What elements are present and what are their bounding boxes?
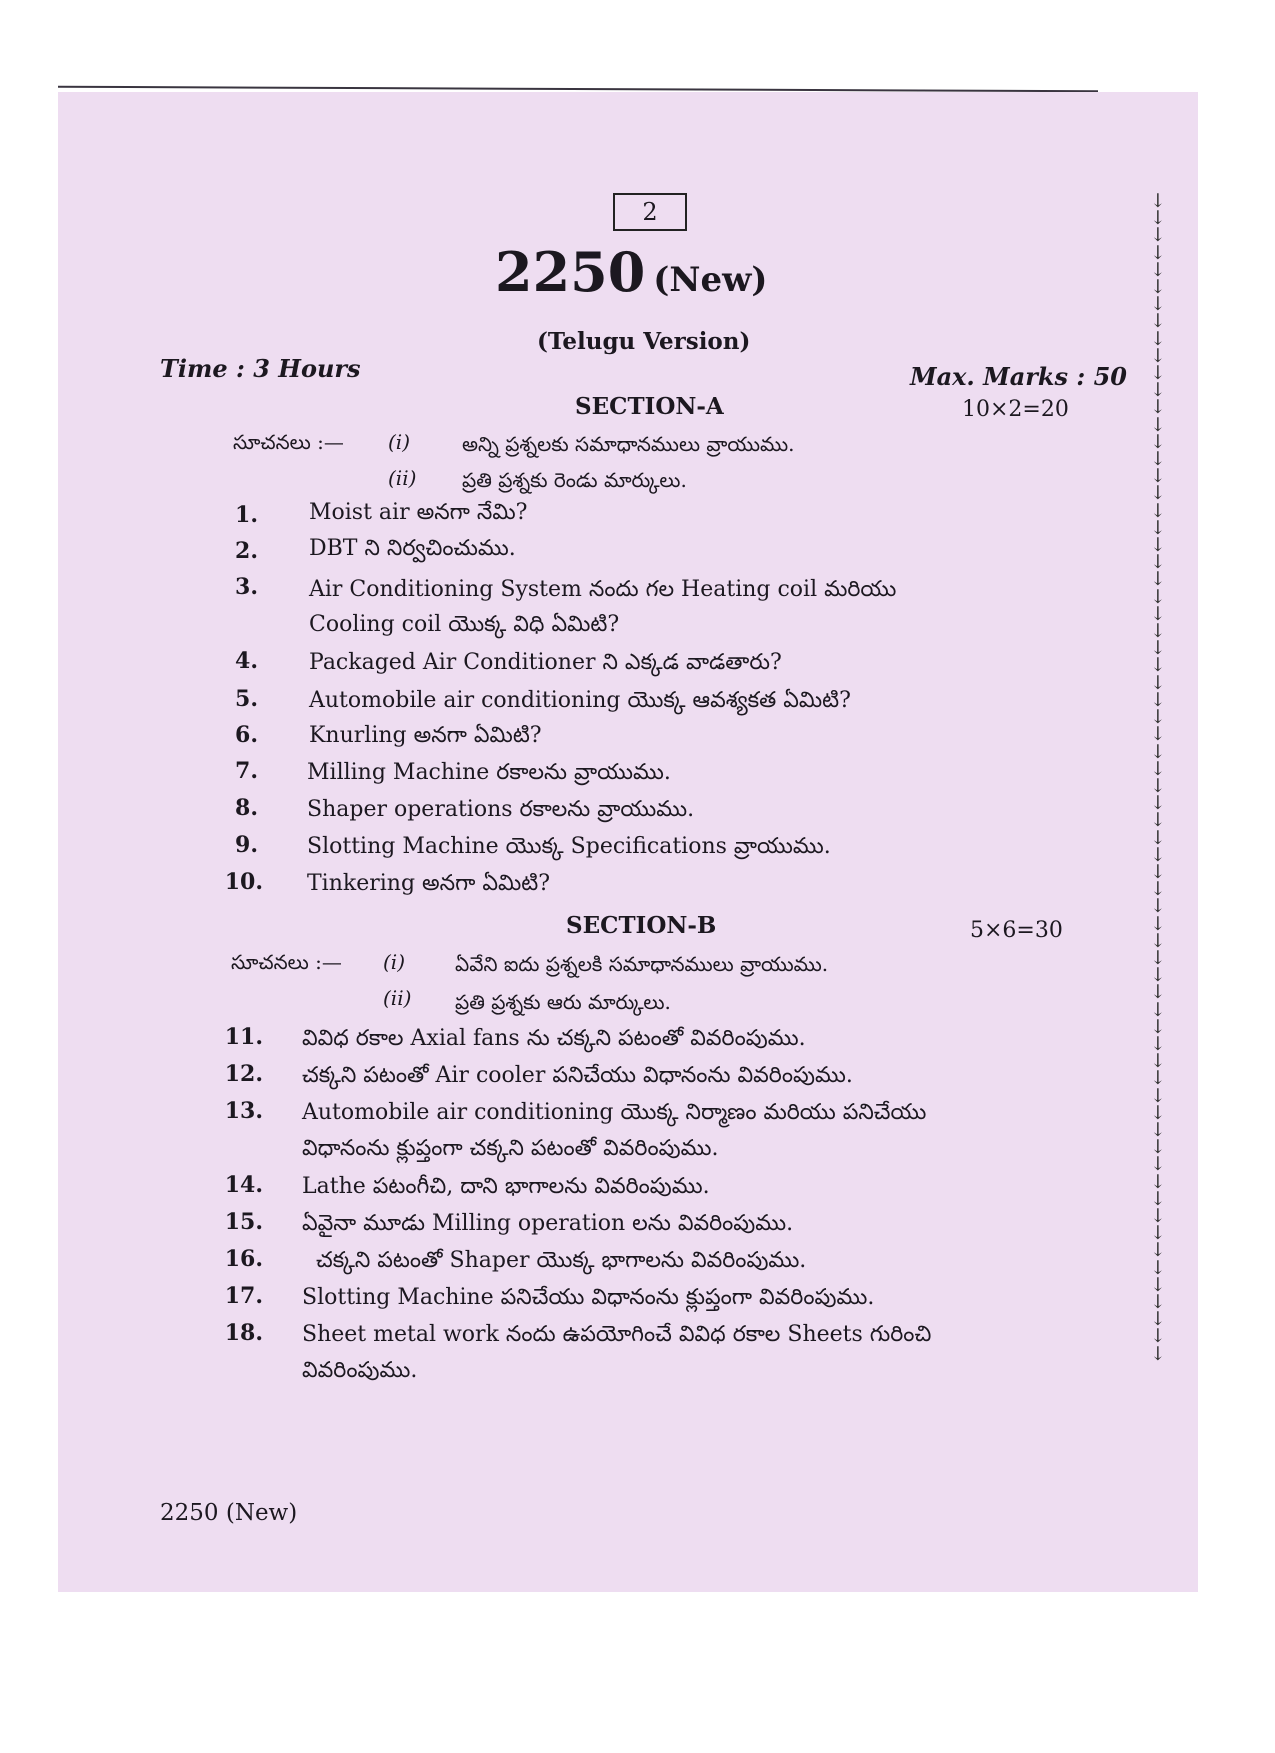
section-b-instruction: ప్రతి ప్రశ్నకు ఆరు మార్కులు. bbox=[455, 990, 671, 1014]
margin-arrow-glyph: ↓ bbox=[1150, 981, 1166, 1004]
margin-arrow-glyph: ↓ bbox=[1150, 792, 1166, 815]
margin-arrow-glyph: ↓ bbox=[1150, 344, 1166, 367]
question-text: Packaged Air Conditioner ని ఎక్కడ వాడతారు? bbox=[309, 650, 782, 675]
section-b-instruction: ఏవేని ఐదు ప్రశ్నలకి సమాధానములు వ్రాయుము. bbox=[455, 952, 829, 976]
page-number-box: 2 bbox=[613, 193, 687, 231]
margin-arrow-glyph: ↓ bbox=[1150, 843, 1166, 866]
question-text-continuation: వివరింపుము. bbox=[302, 1358, 418, 1383]
question-number: 13. bbox=[224, 1098, 263, 1124]
margin-arrow-glyph: ↓ bbox=[1150, 1222, 1166, 1245]
margin-arrow-glyph: ↓ bbox=[1150, 534, 1166, 557]
question-text: వివిధ రకాల Axial fans ను చక్కని పటంతో వివరింపుము. bbox=[302, 1026, 806, 1051]
margin-arrow-glyph: ↓ bbox=[1150, 998, 1166, 1021]
margin-arrow-glyph: ↓ bbox=[1150, 327, 1166, 350]
question-number: 14. bbox=[224, 1172, 263, 1198]
margin-arrow-glyph: ↓ bbox=[1150, 637, 1166, 660]
margin-arrow-glyph: ↓ bbox=[1150, 396, 1166, 419]
margin-arrow-glyph: ↓ bbox=[1150, 1256, 1166, 1279]
question-number: 10. bbox=[224, 869, 263, 895]
margin-arrow-glyph: ↓ bbox=[1150, 1239, 1166, 1262]
question-text: Tinkering అనగా ఏమిటి? bbox=[307, 871, 551, 896]
margin-arrow-glyph: ↓ bbox=[1150, 1273, 1166, 1296]
margin-arrow-glyph: ↓ bbox=[1150, 1187, 1166, 1210]
margin-arrow-glyph: ↓ bbox=[1150, 723, 1166, 746]
margin-arrow-glyph: ↓ bbox=[1150, 1015, 1166, 1038]
paper-code-number: 2250 bbox=[495, 240, 646, 304]
margin-arrow-glyph: ↓ bbox=[1150, 362, 1166, 385]
question-text: Automobile air conditioning యొక్క ఆవశ్యకత ఏమిటి? bbox=[309, 688, 851, 713]
question-number: 7. bbox=[235, 758, 258, 784]
footer-paper-code: 2250 (New) bbox=[160, 1500, 298, 1526]
question-number: 9. bbox=[235, 832, 258, 858]
margin-arrow-glyph: ↓ bbox=[1150, 1050, 1166, 1073]
section-b-instruction-num: (i) bbox=[383, 950, 406, 974]
question-number: 5. bbox=[235, 686, 258, 712]
question-text: Air Conditioning System నందు గల Heating coil మరియు bbox=[309, 577, 897, 602]
margin-arrow-glyph: ↓ bbox=[1150, 757, 1166, 780]
margin-arrow-glyph: ↓ bbox=[1150, 671, 1166, 694]
question-number: 15. bbox=[224, 1209, 263, 1235]
question-text: Moist air అనగా నేమి? bbox=[309, 500, 528, 525]
question-text: Sheet metal work నందు ఉపయోగించే వివిధ రకాల Sheets గురించి bbox=[302, 1322, 932, 1347]
margin-arrow-glyph: ↓ bbox=[1150, 310, 1166, 333]
margin-arrow-glyph: ↓ bbox=[1150, 654, 1166, 677]
question-text: ఏవైనా మూడు Milling operation లను వివరింపుము. bbox=[302, 1211, 794, 1236]
margin-arrow-glyph: ↓ bbox=[1150, 706, 1166, 729]
margin-arrow-glyph: ↓ bbox=[1150, 224, 1166, 247]
margin-arrow-glyph: ↓ bbox=[1150, 465, 1166, 488]
time-allowed: Time : 3 Hours bbox=[160, 354, 361, 383]
margin-arrow-glyph: ↓ bbox=[1150, 1084, 1166, 1107]
margin-arrow-glyph: ↓ bbox=[1150, 809, 1166, 832]
section-a-marks: 10×2=20 bbox=[962, 397, 1069, 422]
margin-arrow-glyph: ↓ bbox=[1150, 499, 1166, 522]
margin-arrow-glyph: ↓ bbox=[1150, 740, 1166, 763]
question-text: Automobile air conditioning యొక్క నిర్మాణం మరియు పనిచేయు bbox=[302, 1100, 927, 1125]
question-number: 2. bbox=[235, 538, 258, 564]
margin-arrow-glyph: ↓ bbox=[1150, 1308, 1166, 1331]
margin-arrow-glyph: ↓ bbox=[1150, 276, 1166, 299]
section-a-instruction-num: (i) bbox=[388, 430, 411, 454]
margin-arrow-glyph: ↓ bbox=[1150, 1136, 1166, 1159]
section-a-instruction-num: (ii) bbox=[388, 466, 417, 490]
question-number: 11. bbox=[224, 1024, 263, 1050]
question-number: 16. bbox=[224, 1246, 263, 1272]
paper-code-suffix: (New) bbox=[653, 260, 768, 300]
margin-arrow-glyph: ↓ bbox=[1150, 774, 1166, 797]
margin-arrow-glyph: ↓ bbox=[1150, 551, 1166, 574]
margin-arrow-glyph: ↓ bbox=[1150, 620, 1166, 643]
question-number: 4. bbox=[235, 648, 258, 674]
section-a-instruction: ప్రతి ప్రశ్నకు రెండు మార్కులు. bbox=[462, 468, 687, 492]
section-a-instructions-label: సూచనలు :— bbox=[233, 430, 344, 454]
question-text: Slotting Machine యొక్క Specifications వ్రాయుము. bbox=[307, 834, 831, 859]
margin-arrow-glyph: ↓ bbox=[1150, 929, 1166, 952]
question-text: Knurling అనగా ఏమిటి? bbox=[309, 723, 542, 748]
section-b-instruction-num: (ii) bbox=[383, 986, 412, 1010]
question-number: 17. bbox=[224, 1283, 263, 1309]
margin-arrow-glyph: ↓ bbox=[1150, 430, 1166, 453]
question-text: చక్కని పటంతో Shaper యొక్క భాగాలను వివరింపుము. bbox=[316, 1248, 807, 1273]
section-a-instruction: అన్ని ప్రశ్నలకు సమాధానములు వ్రాయుము. bbox=[462, 432, 795, 456]
question-number: 12. bbox=[224, 1061, 263, 1087]
section-b-title: SECTION-B bbox=[566, 912, 717, 939]
margin-arrow-column bbox=[1150, 190, 1170, 1365]
version-label: (Telugu Version) bbox=[537, 328, 751, 355]
max-marks: Max. Marks : 50 bbox=[910, 362, 1128, 391]
margin-arrow-glyph: ↓ bbox=[1150, 1032, 1166, 1055]
margin-arrow-glyph: ↓ bbox=[1150, 912, 1166, 935]
margin-arrow-glyph: ↓ bbox=[1150, 241, 1166, 264]
margin-arrow-glyph: ↓ bbox=[1150, 568, 1166, 591]
question-number: 8. bbox=[235, 795, 258, 821]
margin-arrow-glyph: ↓ bbox=[1150, 1204, 1166, 1227]
margin-arrow-glyph: ↓ bbox=[1150, 878, 1166, 901]
margin-arrow-glyph: ↓ bbox=[1150, 1291, 1166, 1313]
question-text: చక్కని పటంతో Air cooler పనిచేయు విధానంను వివరింపుము. bbox=[302, 1063, 853, 1088]
question-number: 6. bbox=[235, 722, 258, 748]
margin-arrow-glyph: ↓ bbox=[1150, 860, 1166, 883]
margin-arrow-glyph: ↓ bbox=[1150, 190, 1166, 212]
margin-arrow-glyph: ↓ bbox=[1150, 1101, 1166, 1124]
margin-arrow-glyph: ↓ bbox=[1150, 1067, 1166, 1090]
question-text: DBT ని నిర్వచించుము. bbox=[309, 536, 516, 561]
question-number: 3. bbox=[235, 574, 258, 600]
margin-arrow-glyph: ↓ bbox=[1150, 1118, 1166, 1141]
margin-arrow-glyph: ↓ bbox=[1150, 207, 1166, 230]
margin-arrow-glyph: ↓ bbox=[1150, 1153, 1166, 1176]
question-text-continuation: విధానంను క్లుప్తంగా చక్కని పటంతో వివరింపుము. bbox=[302, 1136, 719, 1161]
margin-arrow-glyph: ↓ bbox=[1150, 964, 1166, 987]
margin-arrow-glyph: ↓ bbox=[1150, 585, 1166, 608]
question-number: 1. bbox=[235, 502, 258, 528]
margin-arrow-glyph: ↓ bbox=[1150, 258, 1166, 281]
question-number: 18. bbox=[224, 1320, 263, 1346]
margin-arrow-glyph: ↓ bbox=[1150, 516, 1166, 539]
margin-arrow-glyph: ↓ bbox=[1150, 293, 1166, 316]
margin-arrow-glyph: ↓ bbox=[1150, 946, 1166, 969]
margin-arrow-glyph: ↓ bbox=[1150, 1342, 1166, 1365]
margin-arrow-glyph: ↓ bbox=[1150, 379, 1166, 402]
question-text-continuation: Cooling coil యొక్క విధి ఏమిటి? bbox=[309, 612, 620, 637]
section-a-title: SECTION-A bbox=[575, 393, 724, 420]
margin-arrow-glyph: ↓ bbox=[1150, 895, 1166, 918]
margin-arrow-glyph: ↓ bbox=[1150, 688, 1166, 711]
question-text: Slotting Machine పనిచేయు విధానంను క్లుప్తంగా వివరింపుము. bbox=[302, 1285, 875, 1310]
margin-arrow-glyph: ↓ bbox=[1150, 602, 1166, 625]
margin-arrow-glyph: ↓ bbox=[1150, 448, 1166, 471]
paper-code bbox=[495, 240, 815, 304]
margin-arrow-glyph: ↓ bbox=[1150, 413, 1166, 436]
section-b-marks: 5×6=30 bbox=[970, 918, 1063, 943]
question-text: Lathe పటంగీచి, దాని భాగాలను వివరింపుము. bbox=[302, 1174, 710, 1199]
margin-arrow-glyph: ↓ bbox=[1150, 1325, 1166, 1348]
margin-arrow-glyph: ↓ bbox=[1150, 1170, 1166, 1193]
question-text: Milling Machine రకాలను వ్రాయుము. bbox=[307, 760, 671, 785]
section-b-instructions-label: సూచనలు :— bbox=[231, 950, 342, 974]
margin-arrow-glyph: ↓ bbox=[1150, 826, 1166, 849]
question-text: Shaper operations రకాలను వ్రాయుము. bbox=[307, 797, 695, 822]
margin-arrow-glyph: ↓ bbox=[1150, 482, 1166, 505]
